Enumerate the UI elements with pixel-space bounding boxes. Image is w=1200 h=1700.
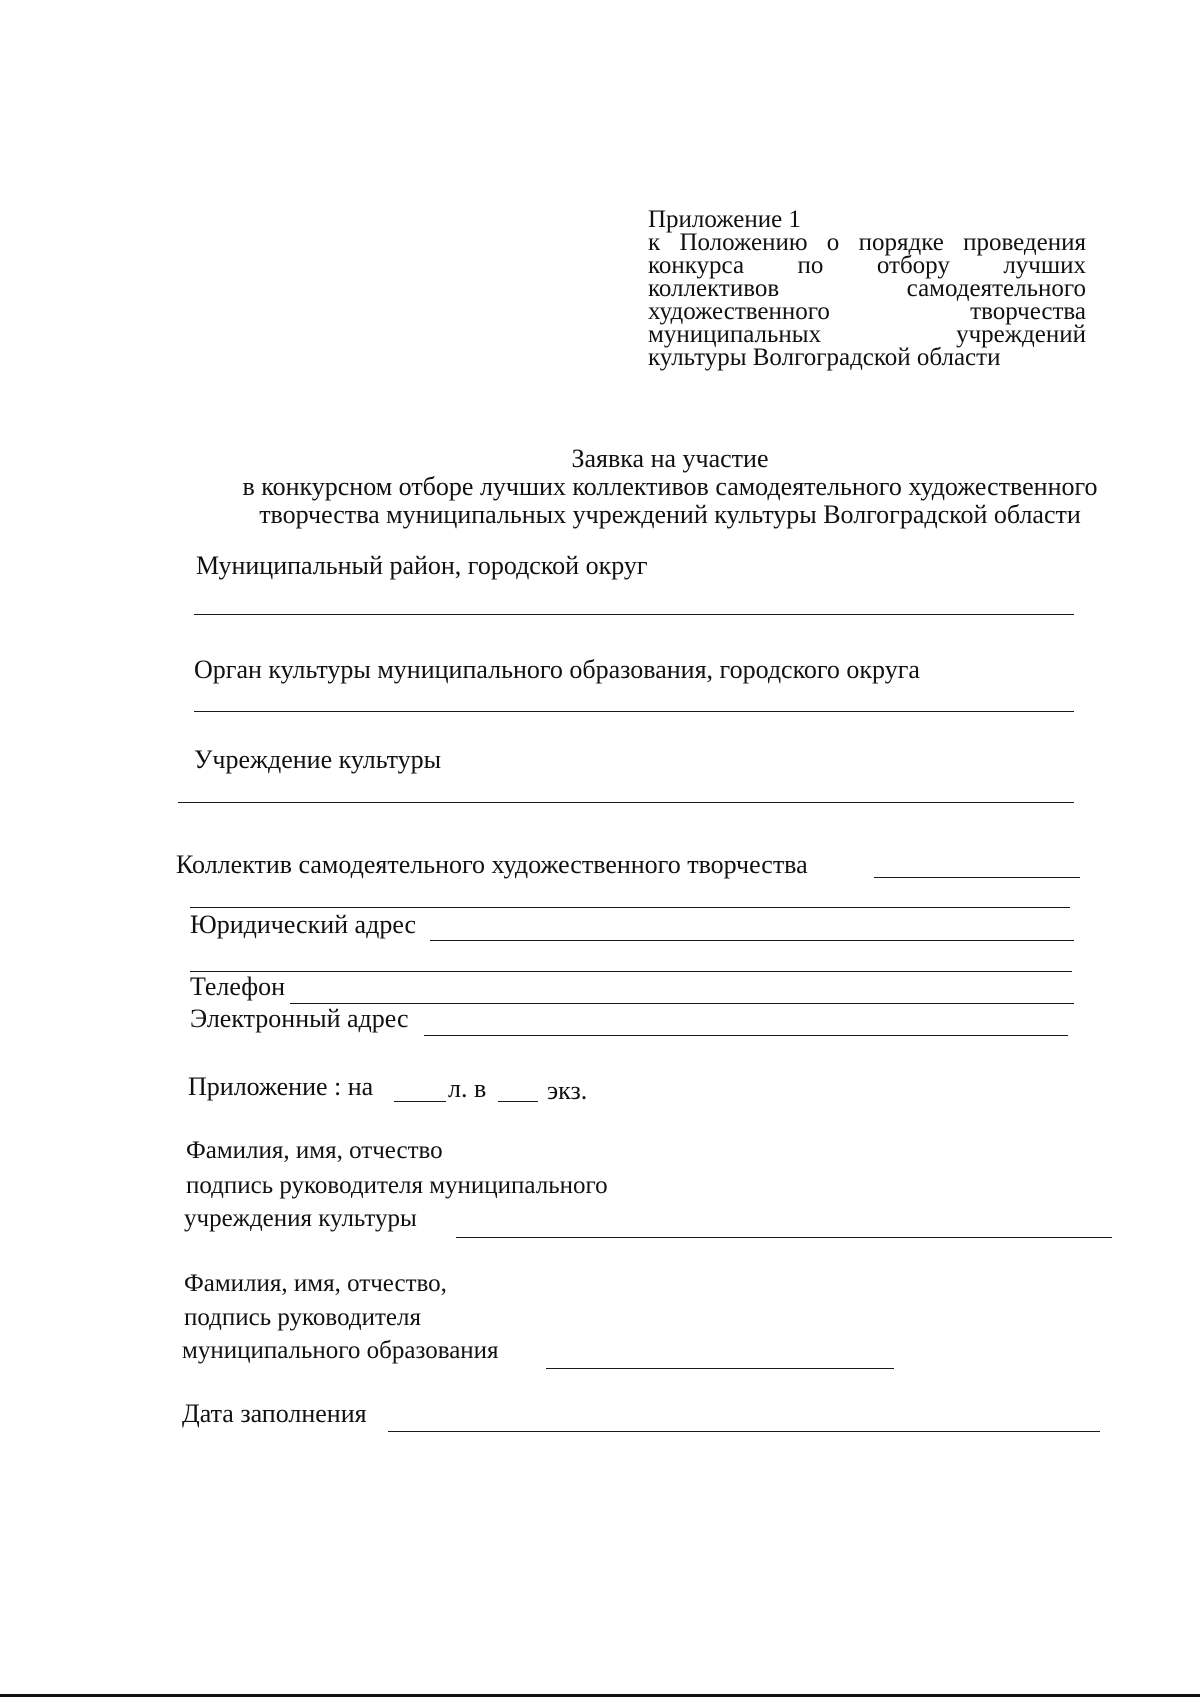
appendix-line: Приложение 1 bbox=[648, 206, 801, 233]
appendix-line: конкурса по отбору лучших bbox=[648, 252, 1086, 279]
district-label: Муниципальный район, городской округ bbox=[196, 551, 648, 580]
collective-field-line-2[interactable] bbox=[190, 907, 1070, 908]
district-field-line[interactable] bbox=[194, 614, 1074, 615]
head-institution-label: учреждения культуры bbox=[184, 1205, 417, 1232]
appendix-line: культуры Волгоградской области bbox=[648, 344, 1001, 371]
institution-field-line[interactable] bbox=[178, 802, 1074, 803]
culture-body-field-line[interactable] bbox=[194, 711, 1074, 712]
email-field-line[interactable] bbox=[424, 1035, 1068, 1036]
head-institution-name-label: Фамилия, имя, отчество bbox=[186, 1137, 443, 1164]
attachment-prefix: Приложение : на bbox=[188, 1072, 374, 1101]
culture-body-label: Орган культуры муниципального образования, городского округа bbox=[194, 655, 920, 684]
title-line: в конкурсном отборе лучших коллективов самодеятельного художественного bbox=[242, 472, 1098, 501]
collective-label: Коллектив самодеятельного художественного творчества bbox=[176, 850, 808, 879]
attachment-copies-line[interactable] bbox=[498, 1101, 538, 1102]
date-field-line[interactable] bbox=[388, 1431, 1100, 1432]
email-label: Электронный адрес bbox=[190, 1004, 409, 1033]
appendix-line: к Положению о порядке проведения bbox=[648, 229, 1086, 256]
appendix-line: художественного творчества bbox=[648, 298, 1086, 325]
attachment-copies-label: экз. bbox=[547, 1076, 588, 1105]
date-label: Дата заполнения bbox=[182, 1399, 367, 1428]
institution-label: Учреждение культуры bbox=[194, 745, 442, 774]
head-municipality-signature-label: подпись руководителя bbox=[184, 1304, 421, 1331]
document-title bbox=[190, 445, 1150, 529]
title-line: Заявка на участие bbox=[571, 444, 769, 473]
page-bottom-edge bbox=[0, 1694, 1200, 1697]
head-institution-signature-label: подпись руководителя муниципального bbox=[186, 1172, 608, 1199]
legal-address-field-line[interactable] bbox=[430, 940, 1074, 941]
phone-label: Телефон bbox=[190, 972, 286, 1001]
head-institution-signature-line[interactable] bbox=[456, 1237, 1112, 1238]
appendix-line: коллективов самодеятельного bbox=[648, 275, 1086, 302]
head-municipality-label: муниципального образования bbox=[182, 1337, 499, 1364]
title-line: творчества муниципальных учреждений культуры Волгоградской области bbox=[259, 500, 1081, 529]
attachment-sheets-label: л. в bbox=[448, 1074, 487, 1103]
legal-address-field-line-2[interactable] bbox=[190, 971, 1072, 972]
attachment-sheets-line[interactable] bbox=[394, 1101, 446, 1102]
appendix-header bbox=[648, 208, 1086, 369]
appendix-line: муниципальных учреждений bbox=[648, 321, 1086, 348]
head-municipality-signature-line[interactable] bbox=[546, 1368, 894, 1369]
head-municipality-name-label: Фамилия, имя, отчество, bbox=[184, 1270, 447, 1297]
collective-field-line[interactable] bbox=[874, 877, 1080, 878]
legal-address-label: Юридический адрес bbox=[190, 910, 417, 939]
